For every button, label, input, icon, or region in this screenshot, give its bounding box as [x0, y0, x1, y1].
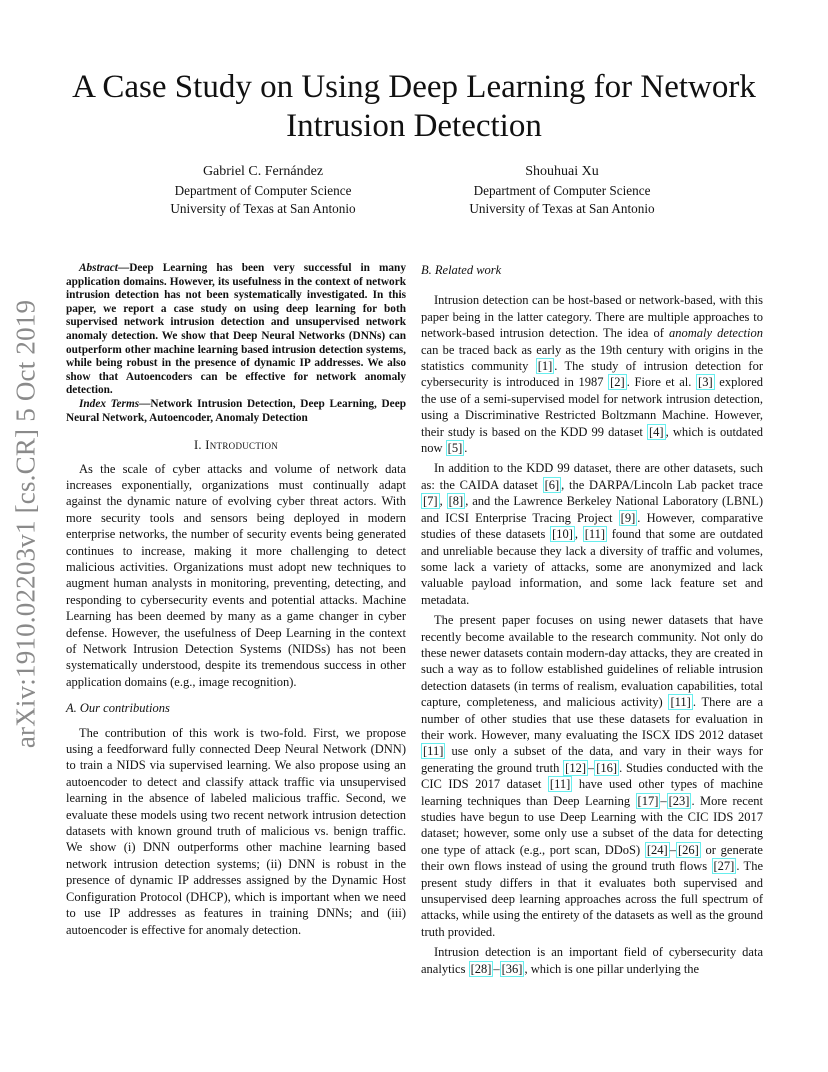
citation-link[interactable]: [11]	[423, 744, 444, 759]
citation-link[interactable]: [16]	[596, 760, 618, 775]
citation-link[interactable]: [10]	[552, 527, 573, 542]
author-affiliation: University of Texas at San Antonio	[469, 201, 655, 216]
citation-link[interactable]: [26]	[677, 842, 699, 857]
index-terms-lead: Index Terms	[79, 397, 140, 410]
subsection-heading-related-work: B. Related work	[421, 263, 502, 277]
paper-title: A Case Study on Using Deep Learning for Network Intrusion Detection	[72, 69, 756, 144]
citation-link[interactable]: [1]	[537, 359, 553, 374]
section-title: Introduction	[205, 438, 279, 453]
author-block-1	[113, 162, 413, 218]
citation-link[interactable]: [24]	[646, 842, 668, 857]
author-name: Gabriel C. Fernández	[202, 164, 324, 179]
citation-link[interactable]: [28]	[470, 961, 492, 976]
author-dept: Department of Computer Science	[473, 183, 651, 198]
citation-link[interactable]: [27]	[713, 859, 735, 874]
citation-link[interactable]: [9]	[620, 510, 636, 525]
left-column	[66, 262, 406, 938]
citation-link[interactable]: [2]	[610, 375, 625, 390]
arxiv-id: arXiv:1910.02203v1 [cs.CR] 5 Oct 2019	[10, 299, 41, 749]
citation-link[interactable]: [4]	[648, 424, 664, 439]
contributions-paragraph: The contribution of this work is two-fold. First, we propose using a feedforward fully connected Deep Neural Network (DNN) to train a NIDS via supervised learning. We also propose using an autoencoder to detect and classify attack traffic via unsupervised learning in the absence of labeled malicious traffic. Second, we evaluate these models using two recent network intrusion detection datasets with known ground truth of malicious vs. benign traffic. We show (i) DNN outperforms other machine learning based network intrusion detection systems; (ii) DNN is robust in the presence of dynamic IP addresses assigned by the Dynamic Host Configuration Protocol (DHCP), which is important when we need to use IP addresses as features in training DNNs; and (iii) autoencoder is effective for anomaly detection.	[66, 725, 406, 937]
citation-link[interactable]: [23]	[668, 793, 690, 808]
citation-link[interactable]: [36]	[501, 961, 523, 976]
index-terms	[66, 398, 406, 425]
intro-paragraph: As the scale of cyber attacks and volume of network data increases exponentially, organizations must continually adapt against the dynamic nature of evolving cyber threat actors. With more security tools and sensors being deployed in modern enterprise networks, the number of security events being generated continues to increase, making it more challenging to detect malicious activities. Organizations must adopt new techniques to augment human analysts in monitoring, preventing, detecting, and responding to cybersecurity events and potential attacks. Machine Learning has been deemed by many as a game changer in cyber defense. However, the usefulness of Deep Learning in the context of Network Intrusion Detection Systems (NIDSs) has not been systematically understood, despite its tremendous success in other application domains (e.g., image recognition).	[66, 461, 406, 689]
author-block-2	[412, 162, 712, 218]
citation-link[interactable]: [6]	[544, 477, 560, 492]
related-paragraph-1: Intrusion detection can be host-based or network-based, with this paper being in the latter category. There are multiple approaches to network-based intrusion detection. The idea of anomaly detection can be traced back as early as the 19th century with origins in the statistics community [1] . The study of intrusion detection for cybersecurity is introduced in 1987 [2] . Fiore et al. [3] explored the use of a semi-supervised model for network intrusion detection, using a Discriminative Restricted Boltzmann Machine. However, their study is based on the KDD 99 dataset [4] , which is outdated now [5] .	[421, 293, 763, 456]
citation-link[interactable]: [17]	[637, 793, 659, 808]
abstract-lead: Abstract	[79, 262, 118, 274]
abstract-text: —Deep Learning has been very successful in many application domains. However, its usefulness in the context of network intrusion detection has not been systematically investigated. In this paper, we report a case study on using deep learning for both supervised network intrusion detection and unsupervised network anomaly detection. We show that Deep Neural Networks (DNNs) can outperform other machine learning based intrusion detection systems, while being robust in the presence of dynamic IP addresses. We also show that Autoencoders can be effective for network anomaly detection.	[66, 262, 406, 397]
citation-link[interactable]: [12]	[565, 760, 586, 775]
citation-link[interactable]: [7]	[423, 494, 438, 509]
citation-link[interactable]: [3]	[698, 375, 713, 390]
related-paragraph-4: Intrusion detection is an important field of cybersecurity data analytics [28] – [36] , which is one pillar underlying the	[421, 945, 763, 976]
subsection-heading-contributions: A. Our contributions	[66, 701, 170, 716]
related-paragraph-2: In addition to the KDD 99 dataset, there are other datasets, such as: the CAIDA dataset [6] , the DARPA/Lincoln Lab packet trace [7] , [8] , and the Lawrence Berkeley National Laboratory (LBNL) and ICSI Enterprise Tracing Project [9] . However, comparative studies of these datasets [10] , [11] found that some are outdated and unreliable because they lack a diversity of traffic and volumes, some lack a variety of attacks, some are anonymized and lack valuable payload information, and some lack feature set and metadata.	[421, 461, 764, 607]
index-terms-text: —Network Intrusion Detection, Deep Learning, Deep Neural Network, Autoencoder, Anomaly Detection	[66, 397, 406, 424]
abstract	[66, 262, 406, 398]
citation-link[interactable]: [11]	[549, 777, 571, 792]
section-heading-introduction	[66, 437, 406, 453]
author-affiliation: University of Texas at San Antonio	[170, 201, 356, 216]
author-dept: Department of Computer Science	[174, 183, 352, 198]
right-column	[421, 262, 763, 977]
citation-link[interactable]: [8]	[448, 494, 464, 509]
citation-link[interactable]: [11]	[584, 527, 606, 542]
citation-link[interactable]: [11]	[670, 695, 691, 710]
related-paragraph-3: The present paper focuses on using newer datasets that have recently become available to the research community. Not only do these newer datasets contain modern-day attacks, they are created in such a way as to follow established guidelines of reliable intrusion detection datasets (in terms of realism, evaluation capabilities, total capture, completeness, and malicious activity) [11] . There are a number of other studies that use these datasets for evaluation in their work. However, many evaluating the ISCX IDS 2012 dataset [11] use only a subset of the data, and vary in their ways for generating the ground truth [12] – [16] . Studies conducted with the CIC IDS 2017 dataset [11] have used other types of machine learning techniques than Deep Learning [17] – [23] . More recent studies have begun to use Deep Learning with the CIC IDS 2017 dataset; however, some only use a subset of the data for detecting one type of attack (e.g., port scan, DDoS) [24] – [26] or generate their own flows instead of using the ground truth flows [27] . The present study differs in that it evaluates both supervised and unsupervised deep learning approaches across the full spectrum of attacks, while using the entirety of the datasets as well as the ground truth provided.	[421, 613, 764, 939]
citation-link[interactable]: [5]	[447, 441, 463, 456]
author-name: Shouhuai Xu	[525, 164, 599, 179]
arxiv-stamp	[4, 294, 48, 754]
section-number: I.	[193, 438, 202, 453]
